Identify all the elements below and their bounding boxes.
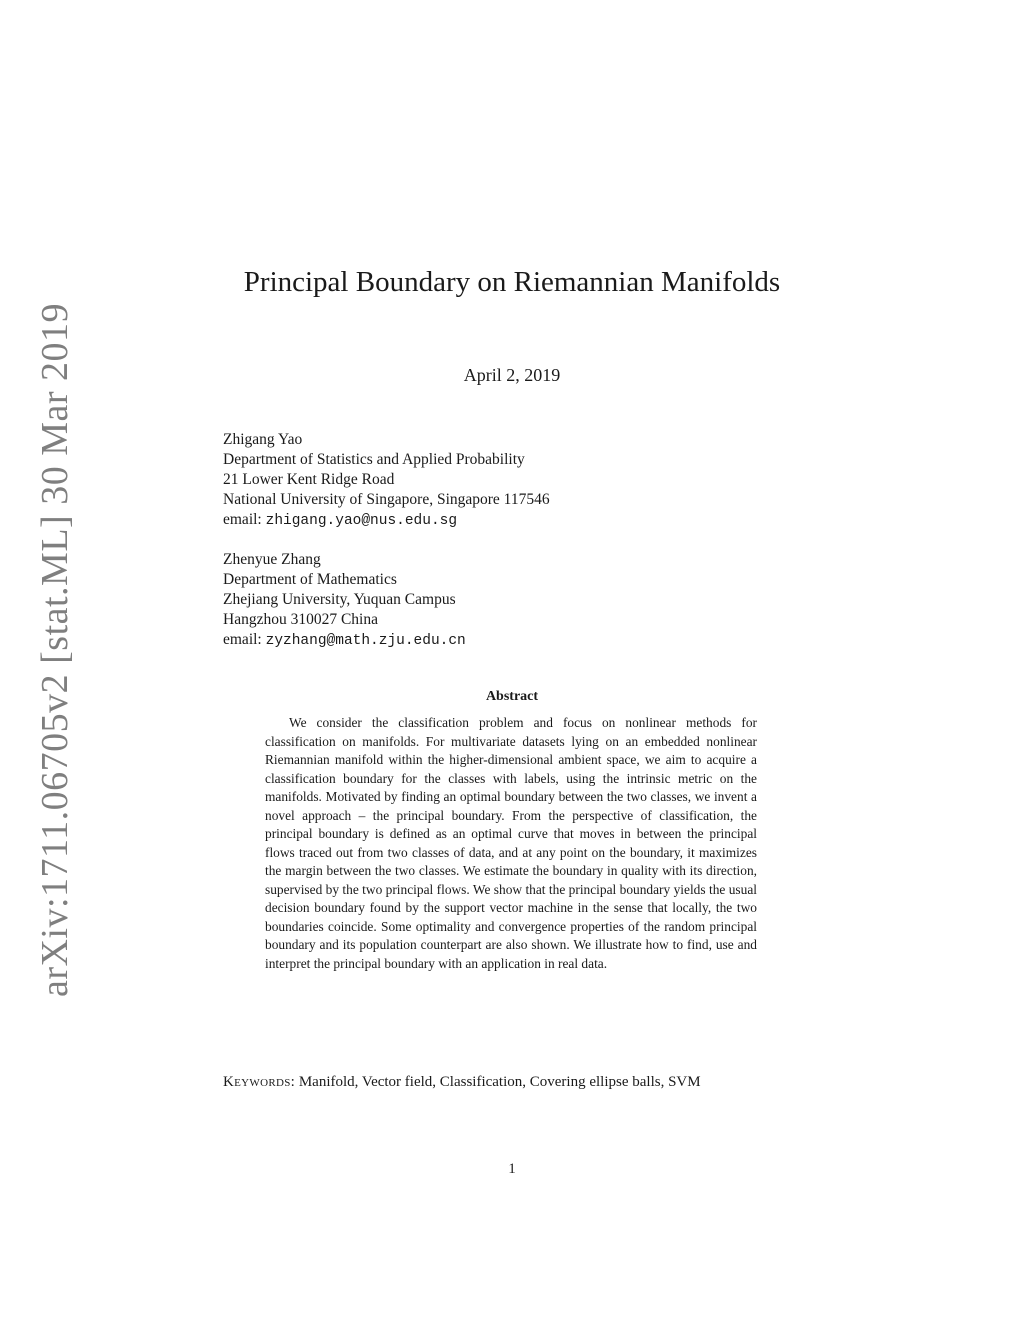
author-email[interactable]: zyzhang@math.zju.edu.cn: [265, 633, 466, 649]
author-email-line: [223, 510, 550, 531]
paper-title: Principal Boundary on Riemannian Manifolds: [243, 266, 781, 298]
author-institution: Hangzhou 310027 China: [223, 611, 378, 628]
keywords-label: Keywords:: [223, 1074, 296, 1090]
abstract-heading: Abstract: [485, 689, 539, 704]
author-name: Zhigang Yao: [223, 431, 303, 448]
paper-date: April 2, 2019: [463, 365, 561, 385]
email-label: email:: [223, 511, 266, 528]
author-department: Department of Statistics and Applied Probability: [223, 451, 525, 468]
email-label: email:: [223, 631, 266, 648]
author-block-2: [223, 550, 466, 651]
author-institution: National University of Singapore, Singapore 117546: [223, 491, 550, 508]
page-number: 1: [508, 1161, 516, 1177]
author-address: 21 Lower Kent Ridge Road: [223, 471, 395, 488]
keywords-text: Manifold, Vector field, Classification, Covering ellipse balls, SVM: [295, 1074, 701, 1090]
author-email[interactable]: zhigang.yao@nus.edu.sg: [265, 513, 458, 529]
keywords-line: [223, 1074, 701, 1091]
abstract-body: We consider the classification problem and focus on nonlinear methods for classification on manifolds. For multivariate datasets lying on an embedded nonlinear Riemannian manifold within the higher-dimensional ambient space, we aim to acquire a classification boundary for the classes with labels, using the intrinsic metric on the manifolds. Motivated by finding an optimal boundary between the two classes, we invent a novel approach – the principal boundary. From the perspective of classification, the principal boundary is defined as an optimal curve that moves in between the principal flows traced out from two classes of data, and at any point on the boundary, it maximizes the margin between the two classes. We estimate the boundary in quality with its direction, supervised by the two principal flows. We show that the principal boundary yields the usual decision boundary found by the support vector machine in the sense that locally, the two boundaries coincide. Some optimality and convergence properties of the random principal boundary and its population counterpart are also shown. We illustrate how to find, use and interpret the principal boundary with an application in real data.: [265, 715, 757, 971]
author-block-1: [223, 430, 550, 531]
author-email-line: [223, 630, 466, 651]
author-address: Zhejiang University, Yuquan Campus: [223, 591, 456, 608]
arxiv-identifier-stamp: arXiv:1711.06705v2 [stat.ML] 30 Mar 2019: [34, 302, 76, 998]
author-name: Zhenyue Zhang: [223, 551, 321, 568]
author-department: Department of Mathematics: [223, 571, 397, 588]
